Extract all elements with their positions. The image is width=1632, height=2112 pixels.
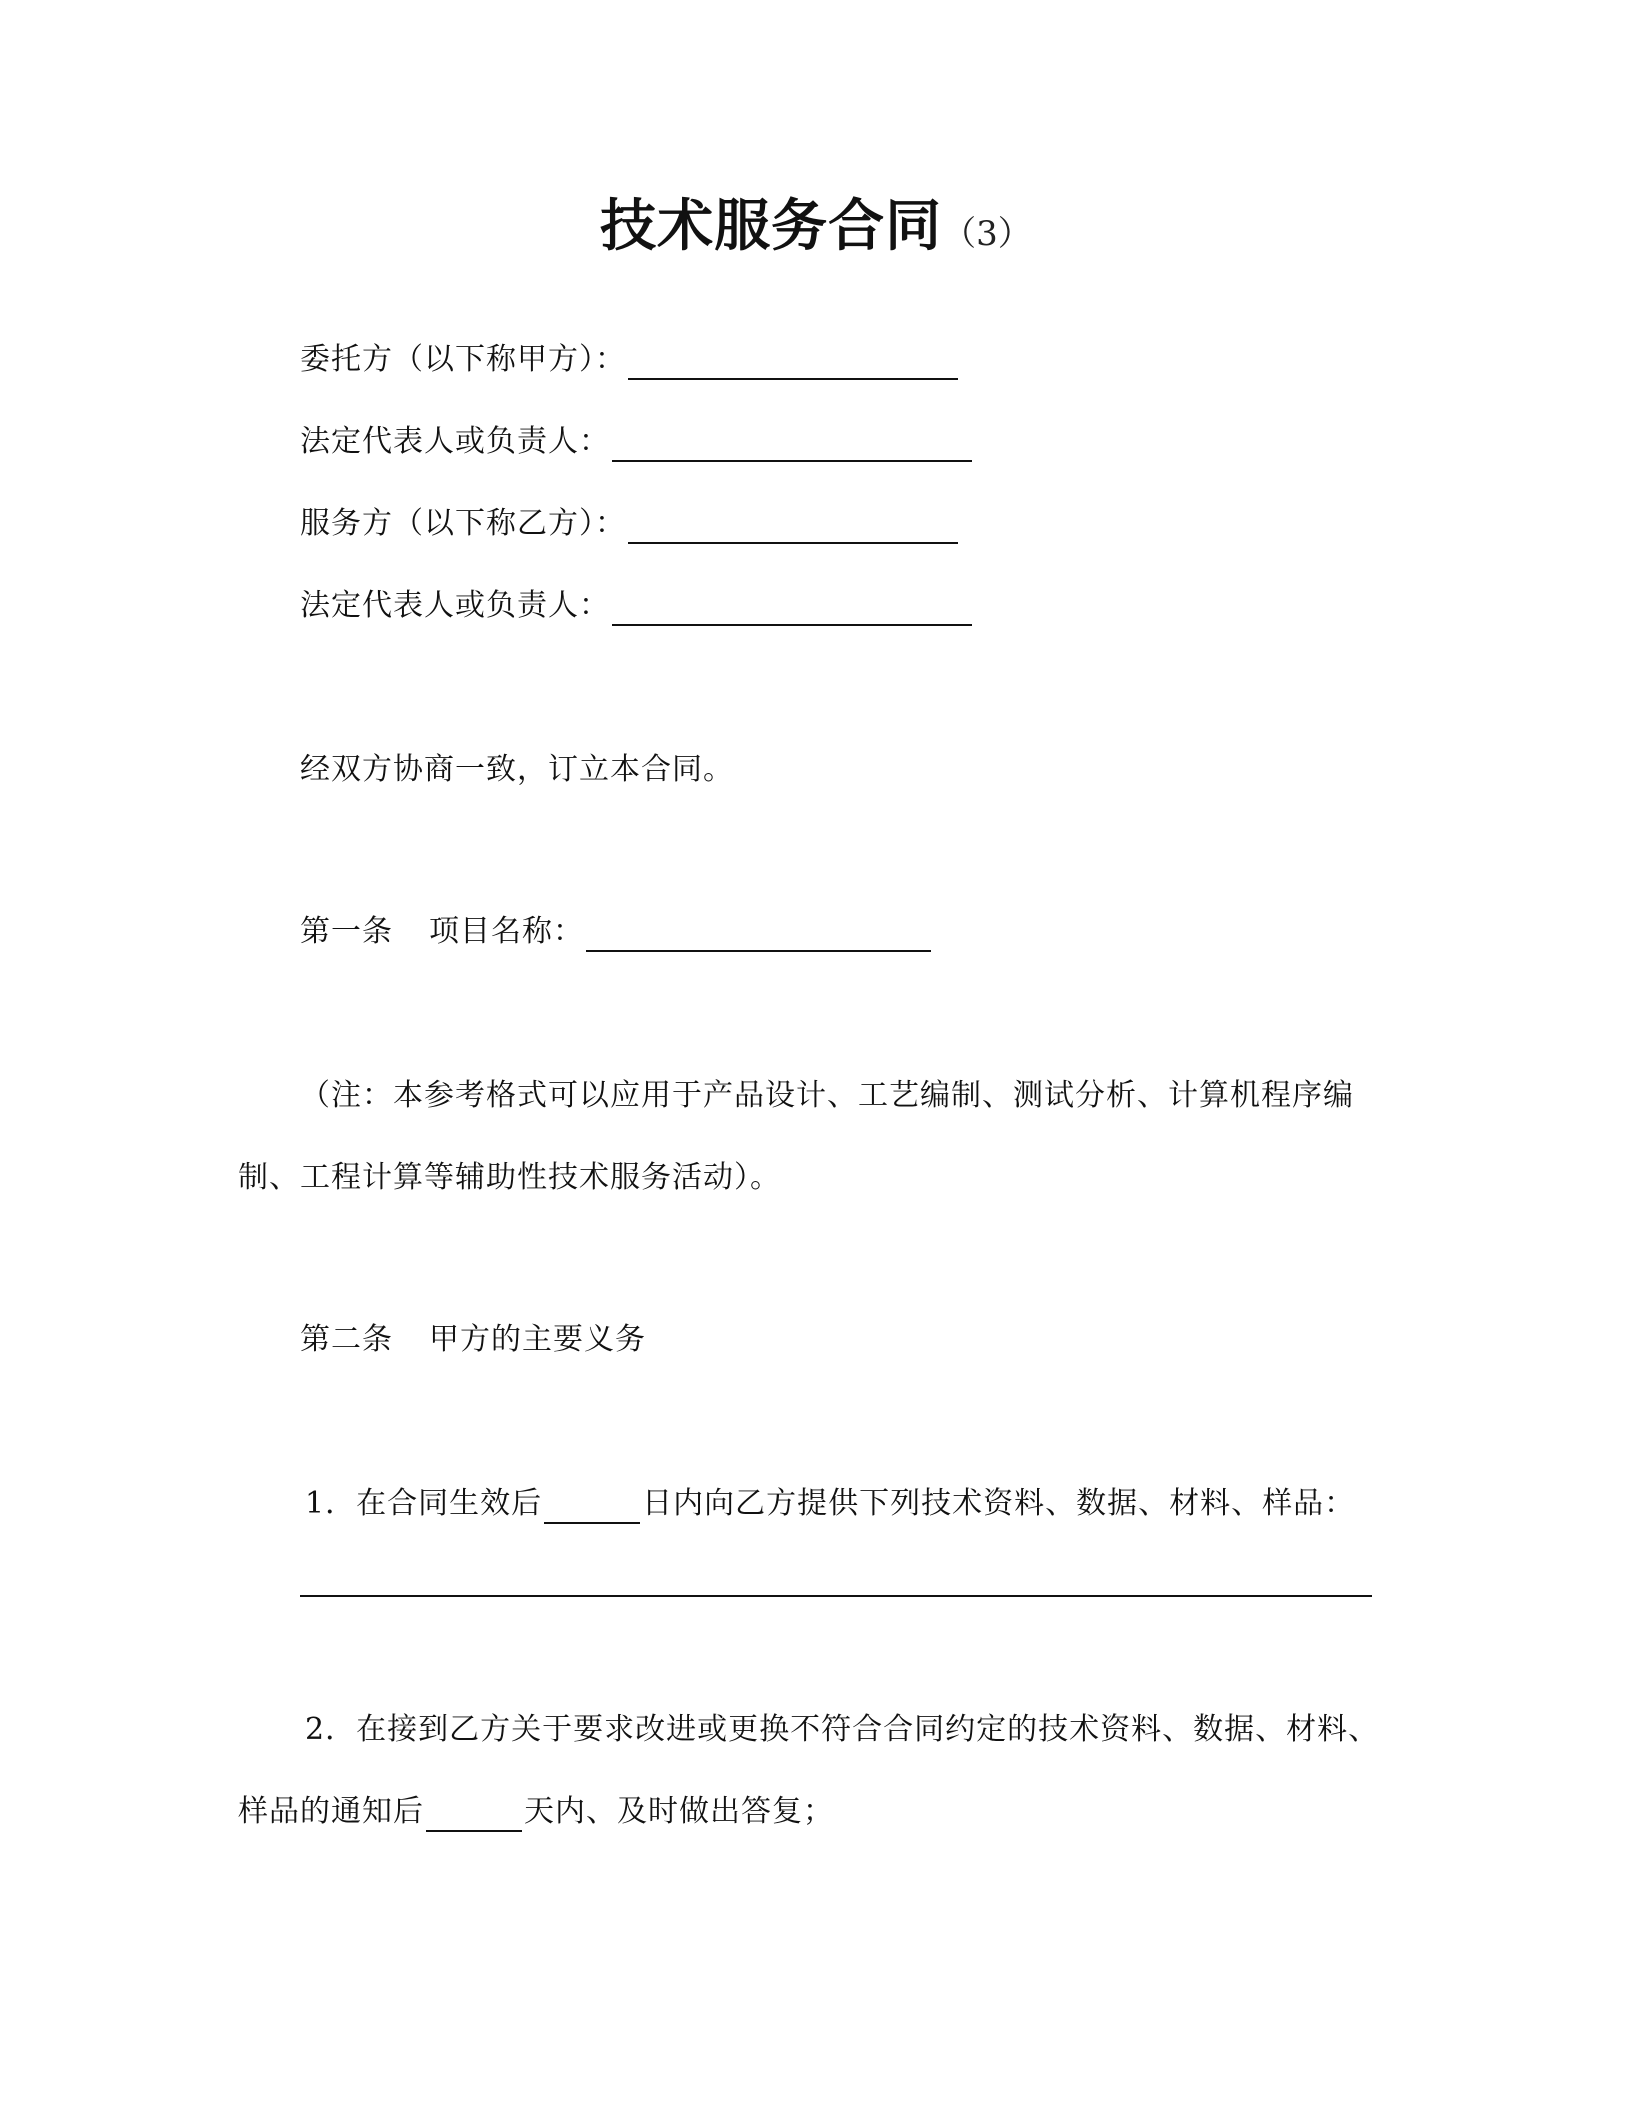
item-1-row [305, 1484, 1355, 1524]
item-2-suffix: 天内、及时做出答复； [524, 1794, 834, 1829]
item-1-prefix: 1．在合同生效后 [305, 1486, 543, 1521]
note-line-2: 制、工程计算等辅助性技术服务活动）。 [238, 1160, 781, 1195]
article-2-row [300, 1320, 646, 1360]
item-2-line-2 [238, 1792, 834, 1832]
article-2-title: 甲方的主要义务 [429, 1322, 646, 1357]
intro-text: 经双方协商一致，订立本合同。 [300, 752, 734, 787]
days-blank-2[interactable] [426, 1796, 522, 1832]
article-1-label: 项目名称： [429, 914, 584, 949]
party-client-blank[interactable] [628, 344, 958, 380]
party-client-rep-label: 法定代表人或负责人： [300, 424, 610, 459]
party-client-label: 委托方（以下称甲方）： [300, 342, 626, 377]
item-2-prefix: 样品的通知后 [238, 1794, 424, 1829]
party-client-rep-blank[interactable] [612, 426, 972, 462]
article-2-heading: 第二条 [300, 1322, 393, 1357]
party-provider-blank[interactable] [628, 508, 958, 544]
project-name-blank[interactable] [586, 916, 931, 952]
item-2-line-1: 2．在接到乙方关于要求改进或更换不符合合同约定的技术资料、数据、材料、 [305, 1712, 1380, 1747]
party-provider-label: 服务方（以下称乙方）： [300, 506, 626, 541]
party-provider-rep-row [300, 586, 974, 626]
article-1-row [300, 912, 933, 952]
article-1-heading: 第一条 [300, 914, 393, 949]
note-line-1: （注：本参考格式可以应用于产品设计、工艺编制、测试分析、计算机程序编 [300, 1078, 1354, 1113]
materials-blank-line[interactable] [300, 1595, 1372, 1597]
party-provider-rep-label: 法定代表人或负责人： [300, 588, 610, 623]
item-1-suffix: 日内向乙方提供下列技术资料、数据、材料、样品： [642, 1486, 1356, 1521]
title-main: 技术服务合同 [600, 194, 943, 259]
party-provider-row [300, 504, 960, 544]
party-provider-rep-blank[interactable] [612, 590, 972, 626]
title-number: （3） [942, 214, 1032, 254]
document-title [0, 192, 1632, 275]
party-client-rep-row [300, 422, 974, 462]
days-blank-1[interactable] [544, 1488, 640, 1524]
party-client-row [300, 340, 960, 380]
